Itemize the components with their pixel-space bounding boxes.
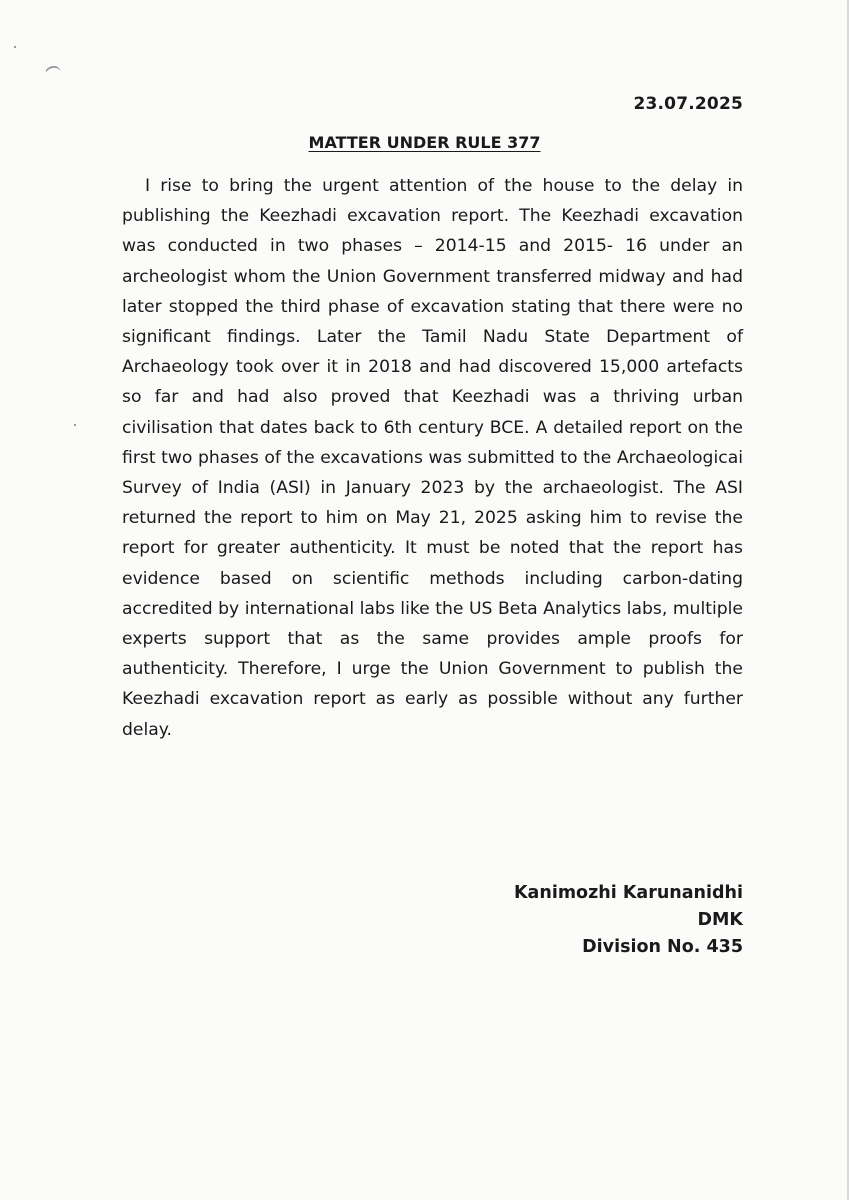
document-body: [122, 171, 743, 745]
signature-block: [514, 880, 743, 961]
scan-mark: [43, 65, 62, 83]
signatory-name: Kanimozhi Karunanidhi: [514, 883, 743, 903]
document-date: 23.07.2025: [633, 94, 743, 114]
signatory-division: Division No. 435: [582, 937, 743, 957]
scan-speck: [74, 424, 76, 426]
signatory-party: DMK: [697, 910, 743, 930]
scan-speck: [14, 46, 16, 48]
heading-text: MATTER UNDER RULE 377: [308, 133, 541, 152]
body-text: I rise to bring the urgent attention of the house to the delay in publishing the Keezhadi excavation report. The Keezhadi excavation was conducted in two phases – 2014-15 and 2015- 16 under an archeologist whom the Union Government transferred midway and had later stopped the third phase of excavation stating that there were no significant findings. Later the Tamil Nadu State Department of Archaeology took over it in 2018 and had discovered 15,000 artefacts so far and had also proved that Keezhadi was a thriving urban civilisation that dates back to 6th century BCE. A detailed report on the first two phases of the excavations was submitted to the Archaeologicai Survey of India (ASI) in January 2023 by the archaeologist. The ASI returned the report to him on May 21, 2025 asking him to revise the report for greater authenticity. It must be noted that the report has evidence based on scientific methods including carbon-dating accredited by international labs like the US Beta Analytics labs, multiple experts support that as the same provides ample proofs for authenticity. Therefore, I urge the Union Government to publish the Keezhadi excavation report as early as possible without any further delay.: [122, 176, 743, 740]
document-heading: [0, 133, 849, 152]
